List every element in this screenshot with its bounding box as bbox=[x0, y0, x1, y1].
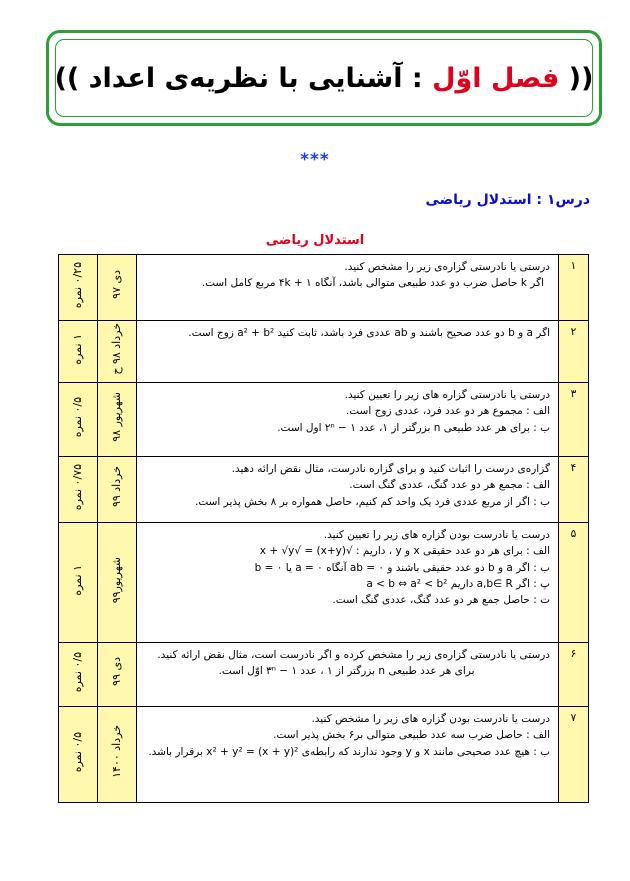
question-number: ۲ bbox=[559, 321, 589, 383]
exam-date: خرداد ۱۴۰۰ bbox=[110, 725, 124, 779]
score-cell bbox=[59, 321, 98, 383]
question-row bbox=[59, 523, 589, 643]
separator-stars: *** bbox=[300, 150, 330, 170]
question-line: ب : اگر a و b دو عدد حقیقی باشند و ab = ۰ آنگاه a = ۰ یا b = ۰ bbox=[254, 561, 550, 574]
question-line: درستی یا نادرستی گزاره‌ی زیر را مشخص کنید. bbox=[344, 261, 550, 273]
question-line: ب : برای هر عدد طبیعی n بزرگتر از ۱، عدد ۱ − ۲ⁿ اول است. bbox=[277, 421, 550, 434]
question-line: الف : مجموع هر دو عدد فرد، عددی زوج است. bbox=[345, 405, 550, 418]
exam-date-cell bbox=[98, 523, 137, 643]
question-line: درست یا نادرست بودن گزاره های زیر را مشخص کنید. bbox=[311, 713, 550, 725]
question-line: اگر a و b دو عدد صحیح باشند و ab عددی فرد باشد، ثابت کنید a² + b² زوج است. bbox=[188, 327, 550, 339]
exam-date: دی ۹۹ bbox=[110, 657, 124, 687]
exam-date: خرداد ۹۸ خ bbox=[110, 323, 124, 375]
question-row bbox=[59, 321, 589, 383]
score-cell bbox=[59, 457, 98, 523]
exam-date-cell bbox=[98, 457, 137, 523]
question-number: ۱ bbox=[559, 255, 589, 321]
exam-date: شهریور۹۹ bbox=[110, 556, 124, 603]
exam-date-cell bbox=[98, 383, 137, 457]
question-line: ب : هیچ عدد صحیحی مانند x و y وجود ندارند که رابطه‌ی x² + y² = (x + y)² برقرار باشد. bbox=[148, 745, 550, 758]
questions-table-body bbox=[59, 255, 589, 803]
question-row bbox=[59, 643, 589, 707]
lesson-title: درس۱ : استدلال ریاضی bbox=[425, 192, 590, 208]
exam-date: خرداد ۹۹ bbox=[110, 466, 124, 508]
question-text bbox=[137, 383, 559, 457]
question-line: ت : حاصل جمع هر دو عدد گنگ، عددی گنگ است. bbox=[332, 594, 550, 607]
score-cell bbox=[59, 383, 98, 457]
question-score: ۰/۷۵ نمره bbox=[71, 463, 85, 510]
question-text bbox=[137, 457, 559, 523]
question-score: ۰/۲۵ نمره bbox=[71, 261, 85, 308]
question-number: ۳ bbox=[559, 383, 589, 457]
question-line: الف : برای هر دو عدد حقیقی x و y ، داریم : √(x+y) = √x + √y bbox=[259, 545, 550, 558]
question-line: الف : مجمع هر دو عدد گنگ، عددی گنگ است. bbox=[349, 479, 550, 492]
question-row bbox=[59, 457, 589, 523]
chapter-title-frame bbox=[46, 30, 602, 126]
question-line: گزاره‌ی درست را اثبات کنید و برای گزاره نادرست، مثال نقض ارائه دهید. bbox=[231, 463, 550, 475]
question-text bbox=[137, 643, 559, 707]
score-cell bbox=[59, 643, 98, 707]
exam-date: شهریور ۹۸ bbox=[110, 391, 124, 442]
title-chapter-label: فصل اوّل bbox=[432, 62, 560, 94]
title-open-brackets: (( bbox=[568, 62, 594, 94]
exam-date: دی ۹۷ bbox=[110, 270, 124, 300]
exam-date-cell bbox=[98, 643, 137, 707]
questions-table bbox=[58, 254, 589, 803]
score-cell bbox=[59, 255, 98, 321]
score-cell bbox=[59, 523, 98, 643]
question-line: الف : حاصل ضرب سه عدد طبیعی متوالی بر۶ بخش پذیر است. bbox=[273, 729, 550, 742]
chapter-title bbox=[55, 63, 594, 94]
question-score: ۰/۵ نمره bbox=[71, 396, 85, 437]
question-text bbox=[137, 321, 559, 383]
title-chapter-name: : آشنایی با نظریه‌ی اعداد bbox=[88, 62, 423, 94]
question-score: ۰/۵ نمره bbox=[71, 731, 85, 772]
question-text bbox=[137, 255, 559, 321]
title-close-brackets: )) bbox=[54, 62, 80, 94]
question-row bbox=[59, 707, 589, 803]
question-text bbox=[137, 707, 559, 803]
exam-date-cell bbox=[98, 321, 137, 383]
question-row bbox=[59, 255, 589, 321]
question-line: ب : اگر از مربع عددی فرد یک واحد کم کنیم، حاصل همواره بر ۸ بخش پذیر است. bbox=[194, 495, 550, 508]
question-line: درست یا نادرست بودن گزاره های زیر را تعیین کنید. bbox=[323, 529, 550, 541]
exam-date-cell bbox=[98, 255, 137, 321]
question-score: ۱ نمره bbox=[71, 564, 85, 596]
score-cell bbox=[59, 707, 98, 803]
question-number: ۵ bbox=[559, 523, 589, 643]
question-line: درستی یا نادرستی گزاره های زیر را تعیین کنید. bbox=[344, 389, 550, 401]
question-line: پ : اگر a,b∈ R داریم a < b ⇔ a² < b² bbox=[366, 577, 550, 590]
question-line: برای هر عدد طبیعی n بزرگتر از ۱ ، عدد ۱ − ۳ⁿ اوّل است. bbox=[218, 665, 475, 678]
question-line: اگر k حاصل ضرب دو عدد طبیعی متوالی باشد، آنگاه ۴k + ۱ مربع کامل است. bbox=[201, 277, 544, 290]
question-score: ۱ نمره bbox=[71, 333, 85, 365]
question-text bbox=[137, 523, 559, 643]
exam-date-cell bbox=[98, 707, 137, 803]
question-score: ۰/۵ نمره bbox=[71, 651, 85, 692]
question-number: ۷ bbox=[559, 707, 589, 803]
question-row bbox=[59, 383, 589, 457]
section-title: استدلال ریاضی bbox=[265, 233, 365, 248]
question-line: درستی یا نادرستی گزاره‌ی زیر را مشخص کرده و اگر نادرست است، مثال نقض ارائه کنید. bbox=[157, 649, 550, 661]
question-number: ۶ bbox=[559, 643, 589, 707]
question-number: ۴ bbox=[559, 457, 589, 523]
